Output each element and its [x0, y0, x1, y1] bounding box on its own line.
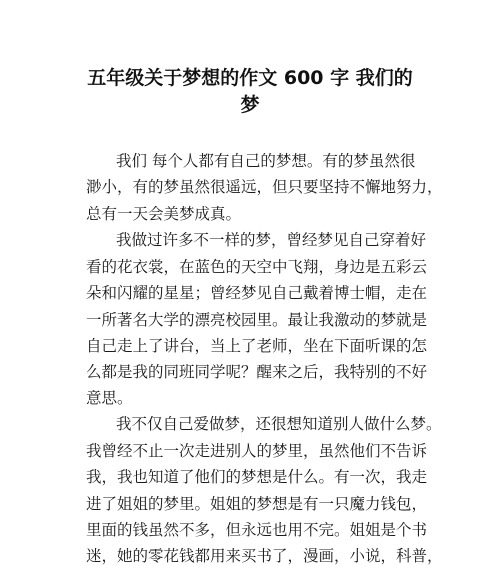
paragraph-2-line-7: 意思。: [86, 389, 133, 407]
paragraph-3-line-1: 我不仅自己爱做梦，还很想知道别人做什么梦。: [116, 415, 442, 433]
paragraph-1-line-2: 渺小，有的梦虽然很遥远，但只要坚持不懈地努力，: [86, 178, 443, 196]
article-title-line-2: 梦: [240, 94, 260, 116]
paragraph-2-line-2: 看的花衣裳，在蓝色的天空中飞翔，身边是五彩云: [86, 258, 428, 276]
paragraph-3-line-4: 进了姐姐的梦里。姐姐的梦想是有一只魔力钱包，: [86, 495, 428, 513]
paragraph-3-line-3: 我，我也知道了他们的梦想是什么。有一次，我走: [86, 468, 428, 486]
paragraph-2-line-5: 自己走上了讲台，当上了老师，坐在下面听课的怎: [86, 337, 428, 355]
paragraph-2-line-3: 朵和闪耀的星星；曾经梦见自己戴着博士帽，走在: [86, 284, 428, 302]
paragraph-3-line-2: 我曾经不止一次走进别人的梦里，虽然他们不告诉: [86, 442, 428, 460]
paragraph-2-line-1: 我做过许多不一样的梦，曾经梦见自己穿着好: [116, 231, 427, 249]
paragraph-3-line-5: 里面的钱虽然不多，但永远也用不完。姐姐是个书: [86, 521, 428, 539]
paragraph-2-line-4: 一所著名大学的漂亮校园里。最让我激动的梦就是: [86, 311, 428, 329]
article-title-line-1: 五年级关于梦想的作文 600 字 我们的: [87, 67, 413, 89]
paragraph-3-line-6: 迷，她的零花钱都用来买书了，漫画，小说，科普，: [86, 547, 443, 565]
paragraph-2-line-6: 么都是我的同班同学呢？醒来之后，我特别的不好: [86, 363, 428, 381]
paragraph-1-line-1: 我们 每个人都有自己的梦想。有的梦虽然很: [116, 152, 416, 170]
paragraph-1-line-3: 总有一天会美梦成真。: [86, 205, 242, 223]
